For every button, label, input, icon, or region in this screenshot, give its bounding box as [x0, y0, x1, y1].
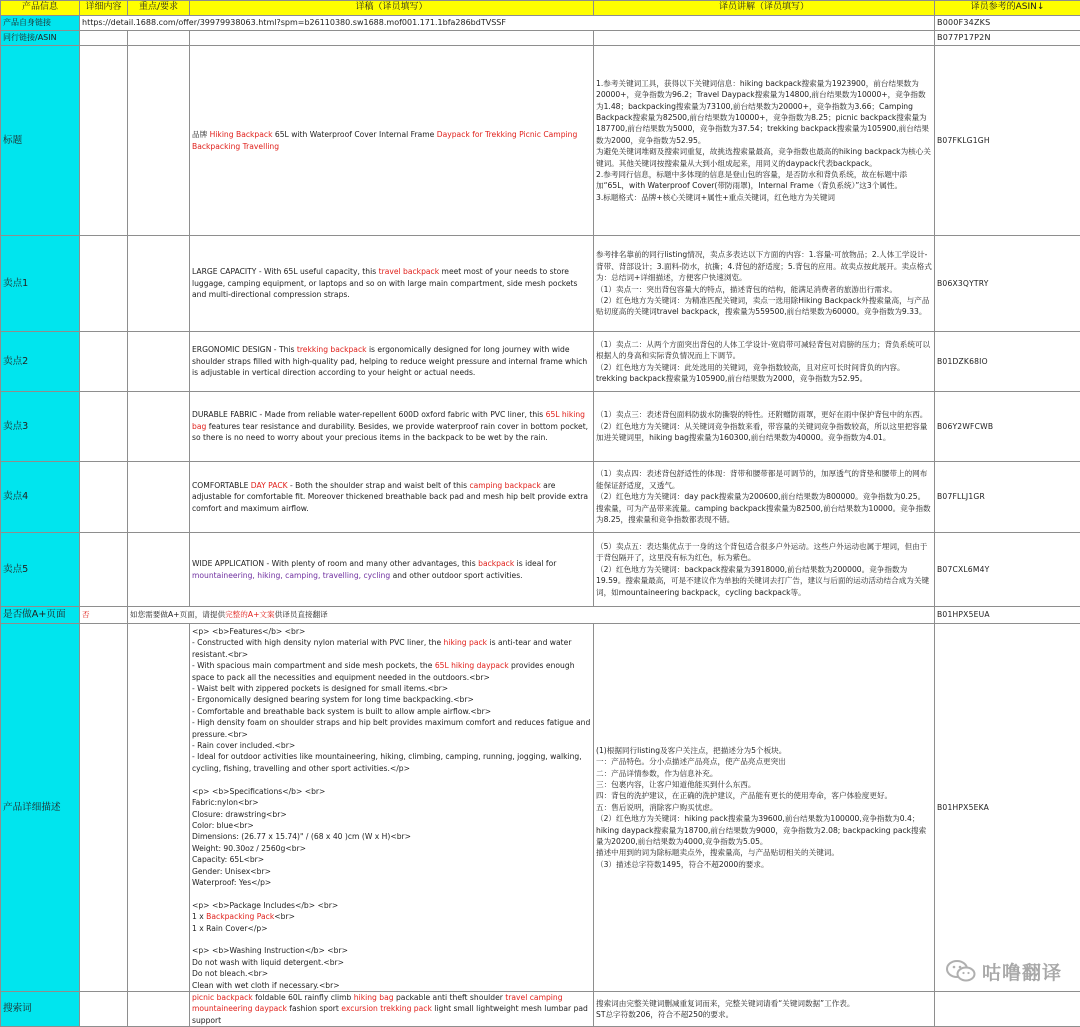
- aplus-note-text: 供译员直接翻译: [275, 610, 328, 619]
- description-line-text: <p> <b>Package Includes</b> <br>: [192, 901, 338, 910]
- search-terms-row: [1, 992, 1080, 1027]
- description-row: [1, 624, 1080, 992]
- description-line-text: Capacity: 65L<br>: [192, 855, 264, 864]
- point-text: DURABLE FABRIC - Made from reliable water-repellent 600D oxford fabric with PVC liner, this: [192, 410, 546, 419]
- description-line-text: Waterproof: Yes</p>: [192, 878, 271, 887]
- keyword-highlight: DAY PACK: [251, 481, 288, 490]
- search-terms-asin-cell[interactable]: [935, 992, 1080, 1027]
- point4-explanation[interactable]: [594, 462, 935, 533]
- point5-focus-cell[interactable]: [128, 533, 190, 607]
- point4-explanation-text: （1）卖点四：表述背包舒适性的体现：背带和腰带都是可调节的，加厚透气的背垫和腰带上的网布能保证舒适度，又透气。 （2）红色地方为关键词：day pack搜索量为200600,前台结果数为800000。竞争指数为0.25。搜索量，可为产品带来流量。camping backpack搜索量为82500,前台结果数为10000。竞争指数为8.25，搜索量和竞争指数都表现不错。: [596, 468, 932, 525]
- point4-focus-cell[interactable]: [128, 462, 190, 533]
- point2-explanation-text: （1）卖点二：从两个方面突出背包的人体工学设计-宽肩带可减轻背包对肩膀的压力；背负系统可以根据人的身高和实际背负情况而上下调节。 （2）红色地方为关键词：此处选用的关键词，竞争指数较高，且对应可长时间背负的内容。trekking backpack搜索量为105900,前台结果数为2000，竞争指数为52.95。: [596, 339, 932, 385]
- point3-asin[interactable]: B06Y2WFCWB: [935, 392, 1080, 462]
- keyword-highlight: hiking bag: [354, 993, 394, 1002]
- point4-asin[interactable]: B07FLLJ1GR: [935, 462, 1080, 533]
- description-line: [192, 888, 591, 899]
- title-text: 品牌: [192, 130, 210, 139]
- description-line-text: - High density foam on shoulder straps and hip belt provides maximum comfort and reduces fatigue and pressure.<br>: [192, 718, 590, 738]
- description-line: [192, 809, 591, 820]
- description-line: [192, 626, 591, 637]
- description-line: [192, 717, 591, 740]
- point-text: - Both the shoulder strap and waist belt of this: [288, 481, 470, 490]
- search-terms-text: fashion sport: [287, 1004, 341, 1013]
- keyword-highlight: backpack: [478, 559, 514, 568]
- point4-manuscript[interactable]: [190, 462, 594, 533]
- aplus-asin[interactable]: B01HPX5EUA: [935, 607, 1080, 624]
- description-line-text: <br>: [274, 912, 295, 921]
- activity-highlight: mountaineering, hiking, camping, travelling, cycling: [192, 571, 390, 580]
- title-explanation[interactable]: [594, 46, 935, 236]
- description-line: [192, 831, 591, 842]
- title-manuscript[interactable]: [190, 46, 594, 236]
- search-terms-focus-cell[interactable]: [128, 992, 190, 1027]
- keyword-highlight: trekking backpack: [297, 345, 367, 354]
- search-terms-manuscript[interactable]: [190, 992, 594, 1027]
- point2-manuscript[interactable]: [190, 332, 594, 392]
- point2-label[interactable]: 卖点2: [1, 332, 80, 392]
- peer-link-label[interactable]: 同行链接/ASIN: [1, 31, 80, 46]
- description-line-text: <p> <b>Features</b> <br>: [192, 627, 305, 636]
- header-explanation[interactable]: 译员讲解（译员填写）: [594, 1, 935, 16]
- description-html-lines: [192, 626, 591, 991]
- description-line-text: - Constructed with high density nylon material with PVC liner, the: [192, 638, 444, 647]
- point2-explanation[interactable]: [594, 332, 935, 392]
- description-line: [192, 934, 591, 945]
- description-line-text: provides enough space to pack all the necessities and equipment needed in the outdoors.<br>: [192, 661, 575, 681]
- search-terms-explanation[interactable]: [594, 992, 935, 1027]
- point2-asin[interactable]: B01DZK68IO: [935, 332, 1080, 392]
- point1-explanation[interactable]: [594, 236, 935, 332]
- description-line-text: 1 x: [192, 912, 206, 921]
- description-asin[interactable]: B01HPX5EKA: [935, 624, 1080, 992]
- description-manuscript[interactable]: [190, 624, 594, 992]
- description-line: [192, 923, 591, 934]
- description-line-text: Weight: 90.30oz / 2560g<br>: [192, 844, 306, 853]
- point2-detail-cell[interactable]: [80, 332, 128, 392]
- selling-point-2-row: [1, 332, 1080, 392]
- title-explanation-text: 1.参考关键词工具，获得以下关键词信息：hiking backpack搜索量为1923900，前台结果数为20000+，竞争指数为96.2；Travel Daypack搜索量为14800,前台结果数为10000+，竞争指数为1.48；backpacking搜索量为73100,前台结果数为20000+，竞争指数为3.66；Camping Backpack搜索量为82500,前台结果数为10000+，竞争指数为8.25；picnic backpack搜索量为187700,前台结果数为5000，竞争指数为37.54；trekking backpack搜索量为105900,前台结果数为2000，竞争指数为52.95。 为避免关键词堆砌及搜索词重复，故挑选搜索量最高，竞争指数也最高的hiking backpack为核心关键词。其他关键词按搜索量从大到小组成起来，用同义的daypack代表backpack。 2.参考同行信息，标题中多体现的信息是登山包的容量，是否防水和背负系统，故在标题中添加“65L，with Waterproof Cover(带防雨罩)，Internal Frame（背负系统）”这3个属性。 3.标题格式：品牌+核心关键词+属性+重点关键词，红色地方为关键词: [596, 78, 932, 203]
- peer-link-detail-cell[interactable]: [80, 31, 128, 46]
- point-text: LARGE CAPACITY - With 65L useful capacity, this: [192, 267, 379, 276]
- wechat-icon: [946, 959, 976, 983]
- keyword-highlight: camping backpack: [469, 481, 540, 490]
- description-line-text: - Waist belt with zippered pockets is designed for small items.<br>: [192, 684, 448, 693]
- description-line: [192, 660, 591, 683]
- self-link-row: [1, 16, 1080, 31]
- self-link-url[interactable]: https://detail.1688.com/offer/39979938063.html?spm=b26110380.sw1688.mof001.171.1bfa286bdTVSSF: [80, 16, 935, 31]
- point-text: ERGONOMIC DESIGN - This: [192, 345, 297, 354]
- header-detail-content[interactable]: 详细内容: [80, 1, 128, 16]
- self-link-asin[interactable]: B000F34ZKS: [935, 16, 1080, 31]
- header-manuscript[interactable]: 详稿（译员填写）: [190, 1, 594, 16]
- aplus-row: [1, 607, 1080, 624]
- description-line: [192, 900, 591, 911]
- keyword-highlight: 65L hiking bag: [192, 410, 585, 430]
- description-line: [192, 694, 591, 705]
- search-terms-label[interactable]: 搜索词: [1, 992, 80, 1027]
- selling-point-4-row: [1, 462, 1080, 533]
- peer-link-focus-cell[interactable]: [128, 31, 190, 46]
- aplus-value[interactable]: 否: [80, 607, 128, 624]
- point-text: is ideal for: [514, 559, 556, 568]
- description-line: [192, 945, 591, 956]
- description-line-text: Dimensions: (26.77 x 15.74)" / (68 x 40 )cm (W x H)<br>: [192, 832, 411, 841]
- description-line: [192, 786, 591, 797]
- description-line-text: - Ergonomically designed bearing system for long time backpacking.<br>: [192, 695, 474, 704]
- peer-link-row: [1, 31, 1080, 46]
- peer-link-asin[interactable]: B077P17P2N: [935, 31, 1080, 46]
- point1-manuscript[interactable]: [190, 236, 594, 332]
- selling-point-1-row: [1, 236, 1080, 332]
- description-line: [192, 980, 591, 991]
- description-line: [192, 820, 591, 831]
- search-terms-detail-cell[interactable]: [80, 992, 128, 1027]
- point2-focus-cell[interactable]: [128, 332, 190, 392]
- description-focus-cell[interactable]: [128, 624, 190, 992]
- description-line-text: <p> <b>Specifications</b> <br>: [192, 787, 325, 796]
- title-focus-cell[interactable]: [128, 46, 190, 236]
- title-label[interactable]: 标题: [1, 46, 80, 236]
- keyword-highlight: excursion trekking pack: [341, 1004, 432, 1013]
- search-terms-text: foldable 60L rainfly climb: [253, 993, 354, 1002]
- point4-detail-cell[interactable]: [80, 462, 128, 533]
- point3-detail-cell[interactable]: [80, 392, 128, 462]
- point5-asin[interactable]: B07CXL6M4Y: [935, 533, 1080, 607]
- keyword-highlight: picnic backpack: [192, 993, 253, 1002]
- description-line-text: - With spacious main compartment and side mesh pockets, the: [192, 661, 435, 670]
- description-line: [192, 866, 591, 877]
- description-line-text: Clean with wet cloth if necessary.<br>: [192, 981, 340, 990]
- search-terms-explanation-text: 搜索词由完整关键词删减重复词而来，完整关键词请看“关键词数据”工作表。 ST总字符数206，符合不超250的要求。: [596, 998, 932, 1021]
- point5-manuscript[interactable]: [190, 533, 594, 607]
- description-line: [192, 968, 591, 979]
- watermark-text: 咕噜翻译: [982, 958, 1062, 985]
- point5-explanation-text: （5）卖点五：表达集优点于一身的这个背包适合很多户外运动。这些户外运动也属于埋词，但由于于背包隔开了，这里没有标为红色，标为紫色。 （2）红色地方为关键词：backpack搜索量为3918000,前台结果数为200000。竞争指数为19.59。搜索量最高，可是不建议作为单独的关键词去打广告，建议与后面的运动活动结合成为关键词，如mountaineering backpack，cycling backpack等。: [596, 541, 932, 598]
- point5-label[interactable]: 卖点5: [1, 533, 80, 607]
- header-product-info[interactable]: 产品信息: [1, 1, 80, 16]
- description-line: [192, 740, 591, 751]
- header-focus[interactable]: 重点/要求: [128, 1, 190, 16]
- selling-point-5-row: [1, 533, 1080, 607]
- aplus-note-text: 如您需要做A+页面，请提供: [130, 610, 225, 619]
- description-line: [192, 911, 591, 922]
- peer-link-manuscript-cell[interactable]: [190, 31, 594, 46]
- description-line-text: Closure: drawstring<br>: [192, 810, 287, 819]
- description-line-text: <p> <b>Washing Instruction</b> <br>: [192, 946, 348, 955]
- description-line: [192, 854, 591, 865]
- point1-focus-cell[interactable]: [128, 236, 190, 332]
- description-label[interactable]: 产品详细描述: [1, 624, 80, 992]
- header-row: [1, 1, 1080, 16]
- point1-explanation-text: 参考排名靠前的同行listing情况，卖点多表达以下方面的内容：1.容量-可放物品；2.人体工学设计-背带、背部设计；3.面料-防水，抗撕；4.背包的舒适度；5.背包的应用。故卖点按此展开。卖点格式为：总结词+详细描述，方便客户快速浏览。 （1）卖点一：突出背包容量大的特点，描述背包的结构，能满足消费者的旅游出行需求。 （2）红色地方为关键词：为精准匹配关键词，卖点一选用除Hiking Backpack外搜索量高，与产品贴切度高的关键词travel backpack，搜索量为559500,前台结果数为60000。竞争指数为9.33。: [596, 249, 932, 317]
- description-line-text: - Comfortable and breathable back system is built to allow ample airflow.<br>: [192, 707, 491, 716]
- description-line: [192, 957, 591, 968]
- point3-manuscript[interactable]: [190, 392, 594, 462]
- point-text: features tear resistance and durability. Besides, we provide waterproof rain cover in bottom pocket, so there is no need to worry about your precious items in the backpack to be wet by the rain.: [192, 422, 588, 442]
- point1-detail-cell[interactable]: [80, 236, 128, 332]
- self-link-label[interactable]: 产品自身链接: [1, 16, 80, 31]
- point-text: COMFORTABLE: [192, 481, 251, 490]
- keyword-highlight: Backpacking Pack: [206, 912, 274, 921]
- description-line: [192, 843, 591, 854]
- description-line: [192, 706, 591, 717]
- description-line-text: - Ideal for outdoor activities like mountaineering, hiking, climbing, camping, running, jogging, walking, cycling, fishing, travelling and other sport activities.</p>: [192, 752, 582, 772]
- search-terms-text: packable anti theft shoulder: [394, 993, 506, 1002]
- description-line: [192, 774, 591, 785]
- description-explanation[interactable]: [594, 624, 935, 992]
- aplus-note[interactable]: [128, 607, 935, 624]
- description-line: [192, 751, 591, 774]
- title-row: [1, 46, 1080, 236]
- search-terms-text: light small lightweight mesh lumbar pad support: [192, 1004, 588, 1024]
- aplus-label[interactable]: 是否做A+页面: [1, 607, 80, 624]
- description-line: [192, 637, 591, 660]
- description-line-text: Fabric:nylon<br>: [192, 798, 259, 807]
- title-asin[interactable]: B07FKLG1GH: [935, 46, 1080, 236]
- title-detail-cell[interactable]: [80, 46, 128, 236]
- keyword-highlight: 65L hiking daypack: [435, 661, 509, 670]
- point3-label[interactable]: 卖点3: [1, 392, 80, 462]
- keyword-highlight: Daypack for Trekking Picnic Camping Backpacking Travelling: [192, 130, 577, 150]
- keyword-highlight: travel camping mountaineering daypack: [192, 993, 563, 1013]
- description-line: [192, 683, 591, 694]
- description-detail-cell[interactable]: [80, 624, 128, 992]
- description-line-text: 1 x Rain Cover</p>: [192, 924, 268, 933]
- description-line: [192, 877, 591, 888]
- description-line-text: Color: blue<br>: [192, 821, 254, 830]
- point-text: meet most of your needs to store luggage, camping equipment, or laptops and so on with large main compartment, side mesh pockets and multi-directional compression straps.: [192, 267, 577, 299]
- description-explanation-text: (1)根据同行listing及客户关注点，把描述分为5个板块。 一：产品特色。分小点描述产品亮点，使产品亮点更突出 二：产品详情参数，作为信息补充。 三：包裹内容，让客户知道他能买到什么东西。 四：背包的洗护建议，在正确的洗护建议，产品能有更长的使用寿命，客户体验度更好。 五：售后说明，消除客户购买忧虑。 （2）红色地方为关键词：hiking pack搜索量为39600,前台结果数为100000,竞争指数为0.4；hiking daypack搜索量为18700,前台结果数为9000，竞争指数为2.08; backpacking pack搜索量为20200,前台结果数为4000,竞争指数为5.05。 描述中用到的词为除标题卖点外，搜索量高，与产品贴切相关的关键词。 （3）描述总字符数1495，符合不超2000的要求。: [596, 745, 932, 870]
- keyword-highlight: travel backpack: [379, 267, 440, 276]
- point-text: WIDE APPLICATION - With plenty of room and many other advantages, this: [192, 559, 478, 568]
- point-text: are adjustable for comfortable fit. Moreover thickened breathable back pad and mesh hip belt provide extra comfort and maximum airflow.: [192, 481, 588, 513]
- point-text: is ergonomically designed for long journey with wide shoulder straps filled with high-quality pad, helping to reduce weight pressure and internal frame which is adjustable in vertical direction according to your height or actual needs.: [192, 345, 587, 377]
- description-line-text: - Rain cover included.<br>: [192, 741, 295, 750]
- description-line: [192, 797, 591, 808]
- point1-label[interactable]: 卖点1: [1, 236, 80, 332]
- description-line-text: is anti-tear and water resistant.<br>: [192, 638, 571, 658]
- point3-explanation-text: （1）卖点三：表述背包面料防拔水防撕裂的特性。还附赠防雨罩，更好在雨中保护背包中的东西。 （2）红色地方为关键词：从关键词竞争指数来看，带容量的关键词竞争指数较高，所以这里把容量加进关键词里，hiking bag搜索量为160300,前台结果数为40000。竞争指数为4.01。: [596, 409, 932, 443]
- point5-detail-cell[interactable]: [80, 533, 128, 607]
- point1-asin[interactable]: B06X3QYTRY: [935, 236, 1080, 332]
- keyword-highlight: Hiking Backpack: [210, 130, 273, 139]
- aplus-note-highlight: 完整的A+文案: [225, 610, 275, 619]
- keyword-highlight: hiking pack: [444, 638, 488, 647]
- watermark: [946, 958, 1062, 984]
- point3-explanation[interactable]: [594, 392, 935, 462]
- point4-label[interactable]: 卖点4: [1, 462, 80, 533]
- point-text: and other outdoor sport activities.: [390, 571, 522, 580]
- header-ref-asin[interactable]: 译员参考的ASIN↓: [935, 1, 1080, 16]
- title-text: 65L with Waterproof Cover Internal Frame: [272, 130, 436, 139]
- description-line-text: Do not wash with liquid detergent.<br>: [192, 958, 344, 967]
- point3-focus-cell[interactable]: [128, 392, 190, 462]
- peer-link-explanation-cell[interactable]: [594, 31, 935, 46]
- selling-point-3-row: [1, 392, 1080, 462]
- point5-explanation[interactable]: [594, 533, 935, 607]
- description-line-text: Gender: Unisex<br>: [192, 867, 271, 876]
- description-line-text: Do not bleach.<br>: [192, 969, 268, 978]
